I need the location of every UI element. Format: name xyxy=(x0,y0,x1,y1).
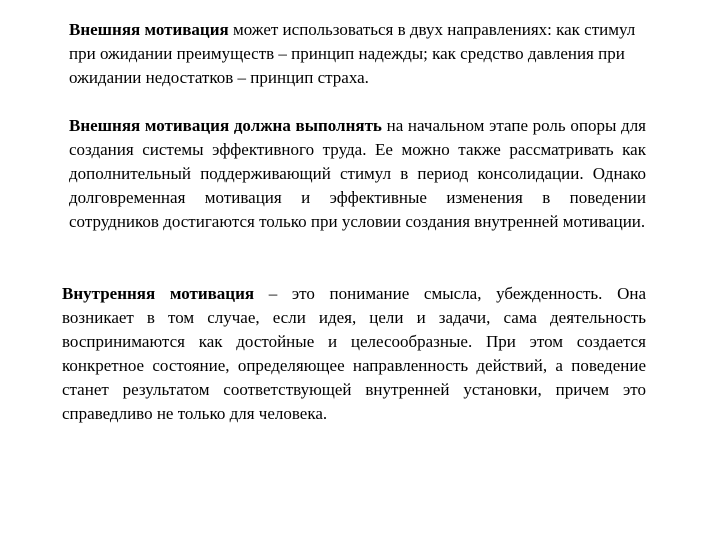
paragraph-external-motivation-directions xyxy=(69,18,659,90)
bold-term: Внешняя мотивация xyxy=(69,20,229,39)
paragraph-internal-motivation xyxy=(62,282,646,426)
paragraph-external-motivation-role xyxy=(69,114,646,234)
bold-term: Внешняя мотивация должна выполнять xyxy=(69,116,382,135)
paragraph-text: на начальном этапе роль опоры для создания системы эффективного труда. Ее можно также рассматривать как дополнительный поддерживающий стимул в период консолидации. Однако долговременная мотивация и эффективные изменения в поведении сотрудников достигаются только при условии создания внутренней мотивации. xyxy=(69,116,646,231)
paragraph-text: может использоваться в двух направлениях: как стимул при ожидании преимуществ – принцип надежды; как средство давления при ожидании недостатков – принцип страха. xyxy=(69,20,636,87)
bold-term: Внутренняя мотивация xyxy=(62,284,255,303)
paragraph-text: – это понимание смысла, убежденность. Она возникает в том случае, если идея, цели и задачи, сама деятельность воспринимаются как достойные и целесообразные. При этом создается конкретное состояние, определяющее направленность действий, а поведение станет результатом соответствующей внутренней установки, причем это справедливо не только для человека. xyxy=(62,284,646,423)
